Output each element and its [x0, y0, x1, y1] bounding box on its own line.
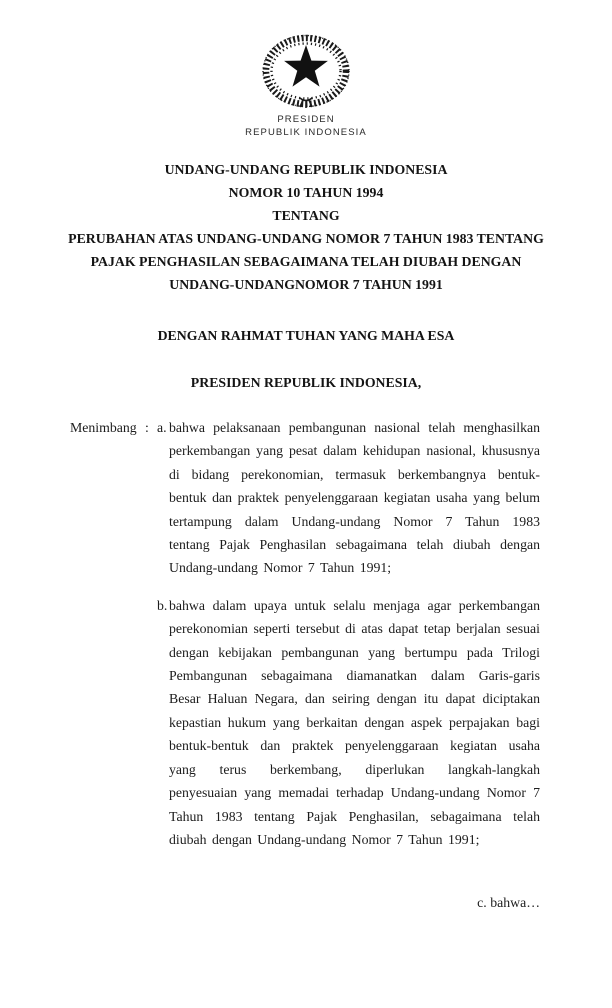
- title-line-5: PAJAK PENGHASILAN SEBAGAIMANA TELAH DIUBAH DENGAN: [90, 254, 522, 269]
- menimbang-items: [157, 416, 540, 851]
- consideration-item-b: [157, 594, 540, 851]
- item-marker: b.: [157, 597, 168, 613]
- menimbang-label: Menimbang: [70, 420, 137, 435]
- letterhead-republik-label: REPUBLIK INDONESIA: [245, 127, 367, 138]
- consideration-item-a: [157, 416, 540, 580]
- star-wreath-emblem-icon: [259, 33, 353, 113]
- title-line-2: NOMOR 10 TAHUN 1994: [228, 185, 384, 200]
- title-line-3: TENTANG: [272, 208, 340, 223]
- invocation-line: DENGAN RAHMAT TUHAN YANG MAHA ESA: [157, 328, 455, 343]
- menimbang-colon: :: [145, 420, 149, 435]
- item-text: bahwa pelaksanaan pembangunan nasional telah menghasilkan perkembangan yang pesat dalam kehidupan nasional, khususnya di bidang perekonomian, termasuk berkembangnya bentuk-bentuk dan praktek penyelenggaraan kegiatan usaha yang belum tertampung dalam Undang-undang Nomor 7 Tahun 1983 tentang Pajak Penghasilan sebagaimana telah diubah dengan Undang-undang Nomor 7 Tahun 1991;: [169, 420, 540, 576]
- authority-line: PRESIDEN REPUBLIK INDONESIA,: [190, 375, 422, 390]
- title-line-1: UNDANG-UNDANG REPUBLIK INDONESIA: [164, 162, 448, 177]
- letterhead: [0, 33, 612, 139]
- catchword-continuation: c. bahwa…: [477, 895, 540, 910]
- title-line-4: PERUBAHAN ATAS UNDANG-UNDANG NOMOR 7 TAHUN 1983 TENTANG: [68, 231, 544, 246]
- law-title-block: [36, 158, 576, 296]
- title-line-6: UNDANG-UNDANGNOMOR 7 TAHUN 1991: [169, 277, 443, 292]
- item-marker: a.: [157, 420, 167, 435]
- letterhead-presiden-label: PRESIDEN: [277, 114, 335, 125]
- menimbang-section: [70, 416, 540, 851]
- item-text: bahwa dalam upaya untuk selalu menjaga agar perkembangan perekonomian seperti tersebut di atas dapat tetap berjalan sesuai dengan kebijakan pembangunan yang bertumpu pada Trilogi Pembangunan sebagaimana diamanatkan dalam Garis-garis Besar Haluan Negara, dan seiring dengan itu dapat diciptakan kepastian hukum yang berkaitan dengan aspek perpajakan bagi bentuk-bentuk dan praktek penyelenggaraan kegiatan usaha yang terus berkembang, diperlukan langkah-langkah penyesuaian yang memadai terhadap Undang-undang Nomor 7 Tahun 1983 tentang Pajak Penghasilan, sebagaimana telah diubah dengan Undang-undang Nomor 7 Tahun 1991;: [169, 597, 540, 847]
